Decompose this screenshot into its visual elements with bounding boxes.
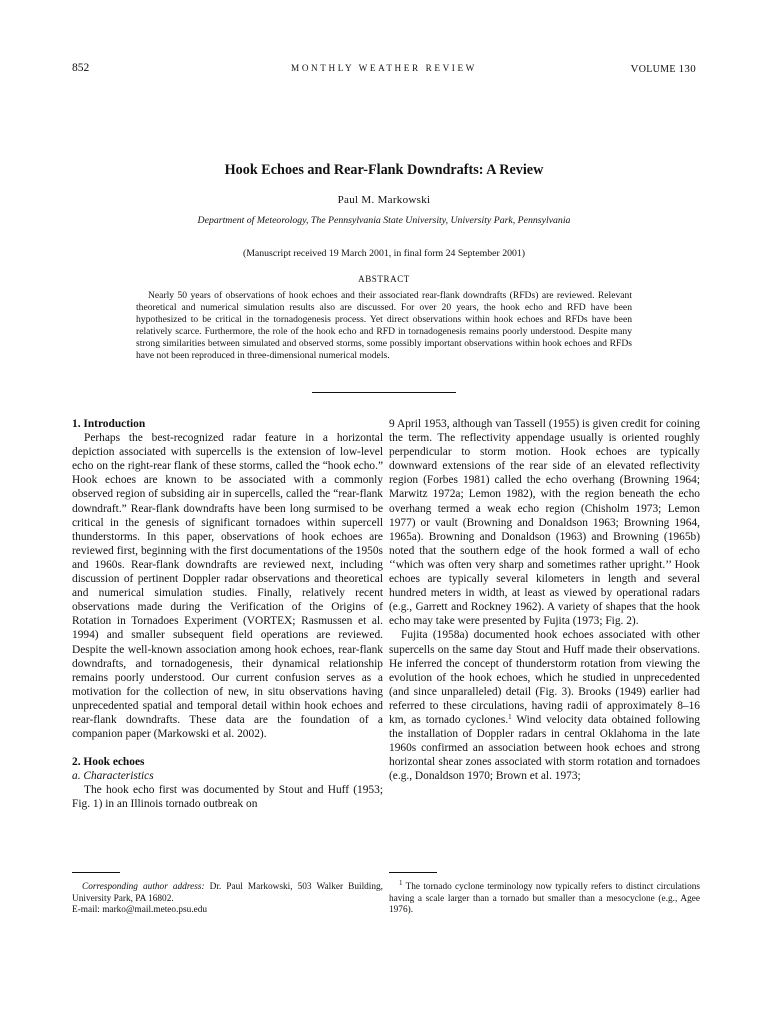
right-column <box>389 417 700 783</box>
volume-label <box>630 63 696 75</box>
section-heading-hook-echoes: 2. Hook echoes <box>72 756 145 769</box>
volume-number: 130 <box>678 63 696 75</box>
abstract-divider <box>312 392 456 393</box>
footnote-divider-left <box>72 872 120 873</box>
abstract-heading: ABSTRACT <box>358 274 410 284</box>
characteristics-paragraph: The hook echo first was documented by Stout and Huff (1953; Fig. 1) in an Illinois tornado outbreak on <box>72 784 383 811</box>
continued-paragraph: 9 April 1953, although van Tassell (1955) is given credit for coining the term. The reflectivity appendage usually is oriented roughly perpendicular to storm motion. Hook echoes are typically downward extensions of the rear side of an elevated reflectivity region (Forbes 1981) called the echo overhang (Browning 1964; Marwitz 1972a; Lemon 1982), with the region beneath the echo overhang termed a weak echo region (Chisholm 1973; Lemon 1977) or vault (Browning and Donaldson 1963; Browning 1964, 1965a). Browning and Donaldson (1963) and Browning (1965b) noted that the southern edge of the hook formed a wall of echo ‘‘which was often very sharp and sometimes rather upright.’’ Hook echoes are typically several kilometers in length and several hundred meters in width, at least as viewed by operational radars (e.g., Garrett and Rockney 1962). A variety of shapes that the hook echo may take were presented by Fujita (1973; Fig. 2). <box>389 418 700 628</box>
volume-word-rest: OLUME <box>638 64 676 75</box>
corresponding-address: Dr. Paul Markowski, 503 Walker Building, University Park, PA 16802. <box>72 882 384 904</box>
fujita-text-before-note: Fujita (1958a) documented hook echoes associated with other supercells on the same day Stout and Huff made their observations. He inferred the concept of thunderstorm rotation from viewing the evolution of the hook echoes, which he studied in unprecedented (and since unparalleled) detail (Fig. 3). Brooks (1949) earlier had referred to these circulations, having radii of approximately 8–16 km, as tornado cyclones. <box>389 629 700 726</box>
footnote-divider-right <box>389 872 437 873</box>
corresponding-label: Corresponding author address: <box>82 882 205 892</box>
page-number: 852 <box>72 62 90 74</box>
volume-initial: V <box>630 63 639 75</box>
fujita-text-after-note: Wind velocity data obtained following the installation of Doppler radars in central Oklahoma in the late 1960s confirmed an association between hook echoes and strong horizontal shear zones associated with storm rotation and tornadoes (e.g., Donaldson 1970; Brown et al. 1973; <box>389 713 700 783</box>
author-name: Paul M. Markowski <box>337 194 431 206</box>
author-affiliation: Department of Meteorology, The Pennsylvania State University, University Park, Pennsylvania <box>197 215 571 226</box>
corresponding-email: E-mail: marko@mail.meteo.psu.edu <box>72 905 208 916</box>
footnote-1-marker: 1 <box>399 879 403 887</box>
fujita-paragraph <box>389 628 700 783</box>
footnote-marker: 1 <box>508 712 512 721</box>
running-header <box>72 62 696 78</box>
paper-title: Hook Echoes and Rear-Flank Downdrafts: A Review <box>224 162 544 178</box>
corresponding-author-note <box>72 882 383 917</box>
introduction-paragraph: Perhaps the best-recognized radar feature in a horizontal depiction associated with supercells is the extension of low-level echo on the right-rear flank of these storms, called the “hook echo.” Hook echoes are known to be associated with a commonly observed region of subsiding air in supercells, called the “rear-flank downdraft.” Rear-flank downdrafts have been long surmised to be critical in the genesis of significant tornadoes within supercell thunderstorms. In this paper, observations of hook echoes are reviewed first, beginning with the first documentations of the 1950s and 1960s. Rear-flank downdrafts are reviewed next, including discussion of pertinent Doppler radar observations and theoretical and numerical simulation studies. Finally, relatively recent observations made during the Verification of the Origins of Rotation in Tornadoes Experiment (VORTEX; Rasmussen et al. 1994) and smaller subsequent field operations are reviewed. Despite the well-known association among hook echoes, rear-flank downdrafts, and tornadogenesis, their dynamical relationship remains poorly understood. Our current confusion serves as a motivation for the collection of new, in situ observations having unprecedented spatial and temporal detail within hook echoes and rear-flank downdrafts. These data are the foundation of a companion paper (Markowski et al. 2002). <box>72 432 383 741</box>
footnote-1 <box>389 879 700 917</box>
footnote-1-text: The tornado cyclone terminology now typically refers to distinct circulations having a scale larger than a tornado but smaller than a mesocyclone (e.g., Agee 1976). <box>389 882 700 916</box>
manuscript-dates: (Manuscript received 19 March 2001, in final form 24 September 2001) <box>242 248 526 259</box>
section-heading-introduction: 1. Introduction <box>72 418 146 430</box>
left-column <box>72 417 383 812</box>
journal-name: MONTHLY WEATHER REVIEW <box>291 63 477 73</box>
subsection-heading-characteristics: a. Characteristics <box>72 770 154 783</box>
abstract-text: Nearly 50 years of observations of hook echoes and their associated rear-flank downdrafts (RFDs) are reviewed. Relevant theoretical and numerical simulation results also are discussed. For over 20 years, the hook echo and RFD have been hypothesized to be critical in the tornadogenesis process. Yet direct observations within hook echoes and RFDs have been relatively scarce. Furthermore, the role of the hook echo and RFD in tornadogenesis remains poorly understood. Despite many strong similarities between simulated and observed storms, some possibly important observations within hook echoes and RFDs have not been reproduced in three-dimensional numerical models. <box>136 290 632 362</box>
